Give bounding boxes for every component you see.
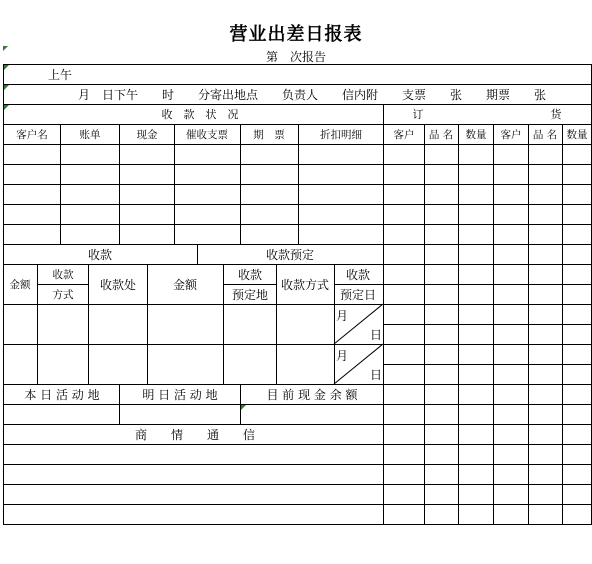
date-line: 月 日下午 时 分寄出地点 负责人 信内附 支票 张 期票 张 [78, 88, 547, 102]
col-bill: 账单 [79, 129, 101, 141]
cell-marker [3, 46, 8, 51]
order-col-item-1: 品 名 [428, 129, 454, 141]
cell-marker [4, 65, 9, 70]
plan-date-top: 收款 [345, 268, 371, 282]
order-col-item-2: 品 名 [532, 129, 558, 141]
date-month-1: 月 [336, 309, 349, 323]
business-news-title: 商 情 通 信 [134, 428, 256, 442]
collection-title: 收款 [87, 248, 113, 262]
cell-marker [4, 105, 9, 110]
collection-method-bottom: 方式 [52, 289, 74, 301]
collection-amount-label: 金额 [9, 279, 31, 291]
collection-place-label: 收款处 [99, 278, 137, 292]
date-day-1: 日 [370, 328, 383, 342]
order-col-qty-2: 数量 [566, 129, 588, 141]
collection-status-title: 收 款 状 况 [161, 108, 239, 121]
plan-place-bottom: 预定地 [231, 288, 269, 302]
col-discount-detail: 折扣明细 [320, 129, 362, 141]
col-cash: 现金 [136, 129, 158, 141]
date-month-2: 月 [336, 349, 349, 363]
plan-date-bottom: 预定日 [339, 288, 377, 302]
tomorrow-activity-label: 明 日 活 动 地 [142, 388, 218, 402]
cell-marker [4, 85, 9, 90]
date-day-2: 日 [370, 368, 383, 382]
collection-method-top: 收款 [52, 269, 74, 281]
orders-title-right: 货 [550, 108, 562, 121]
order-col-customer-1: 客户 [393, 129, 415, 141]
collection-plan-title: 收款预定 [265, 248, 315, 262]
col-customer-name: 客户名 [16, 129, 48, 141]
cell-marker [241, 405, 246, 410]
order-col-customer-2: 客户 [500, 129, 522, 141]
am-label: 上午 [48, 68, 73, 82]
orders-title-left: 订 [412, 108, 424, 121]
cash-balance-label: 目 前 现 金 余 额 [266, 388, 358, 402]
report-title: 营业出差日报表 [229, 24, 363, 45]
col-promissory-note: 期 票 [253, 129, 285, 141]
report-number: 第 次报告 [265, 50, 326, 64]
plan-method-label: 收款方式 [280, 278, 330, 292]
plan-place-top: 收款 [237, 268, 263, 282]
col-collection-check: 催收支票 [186, 129, 228, 141]
collection-amount2-label: 金额 [172, 278, 198, 292]
order-col-qty-1: 数量 [465, 129, 487, 141]
today-activity-label: 本 日 活 动 地 [24, 388, 100, 402]
